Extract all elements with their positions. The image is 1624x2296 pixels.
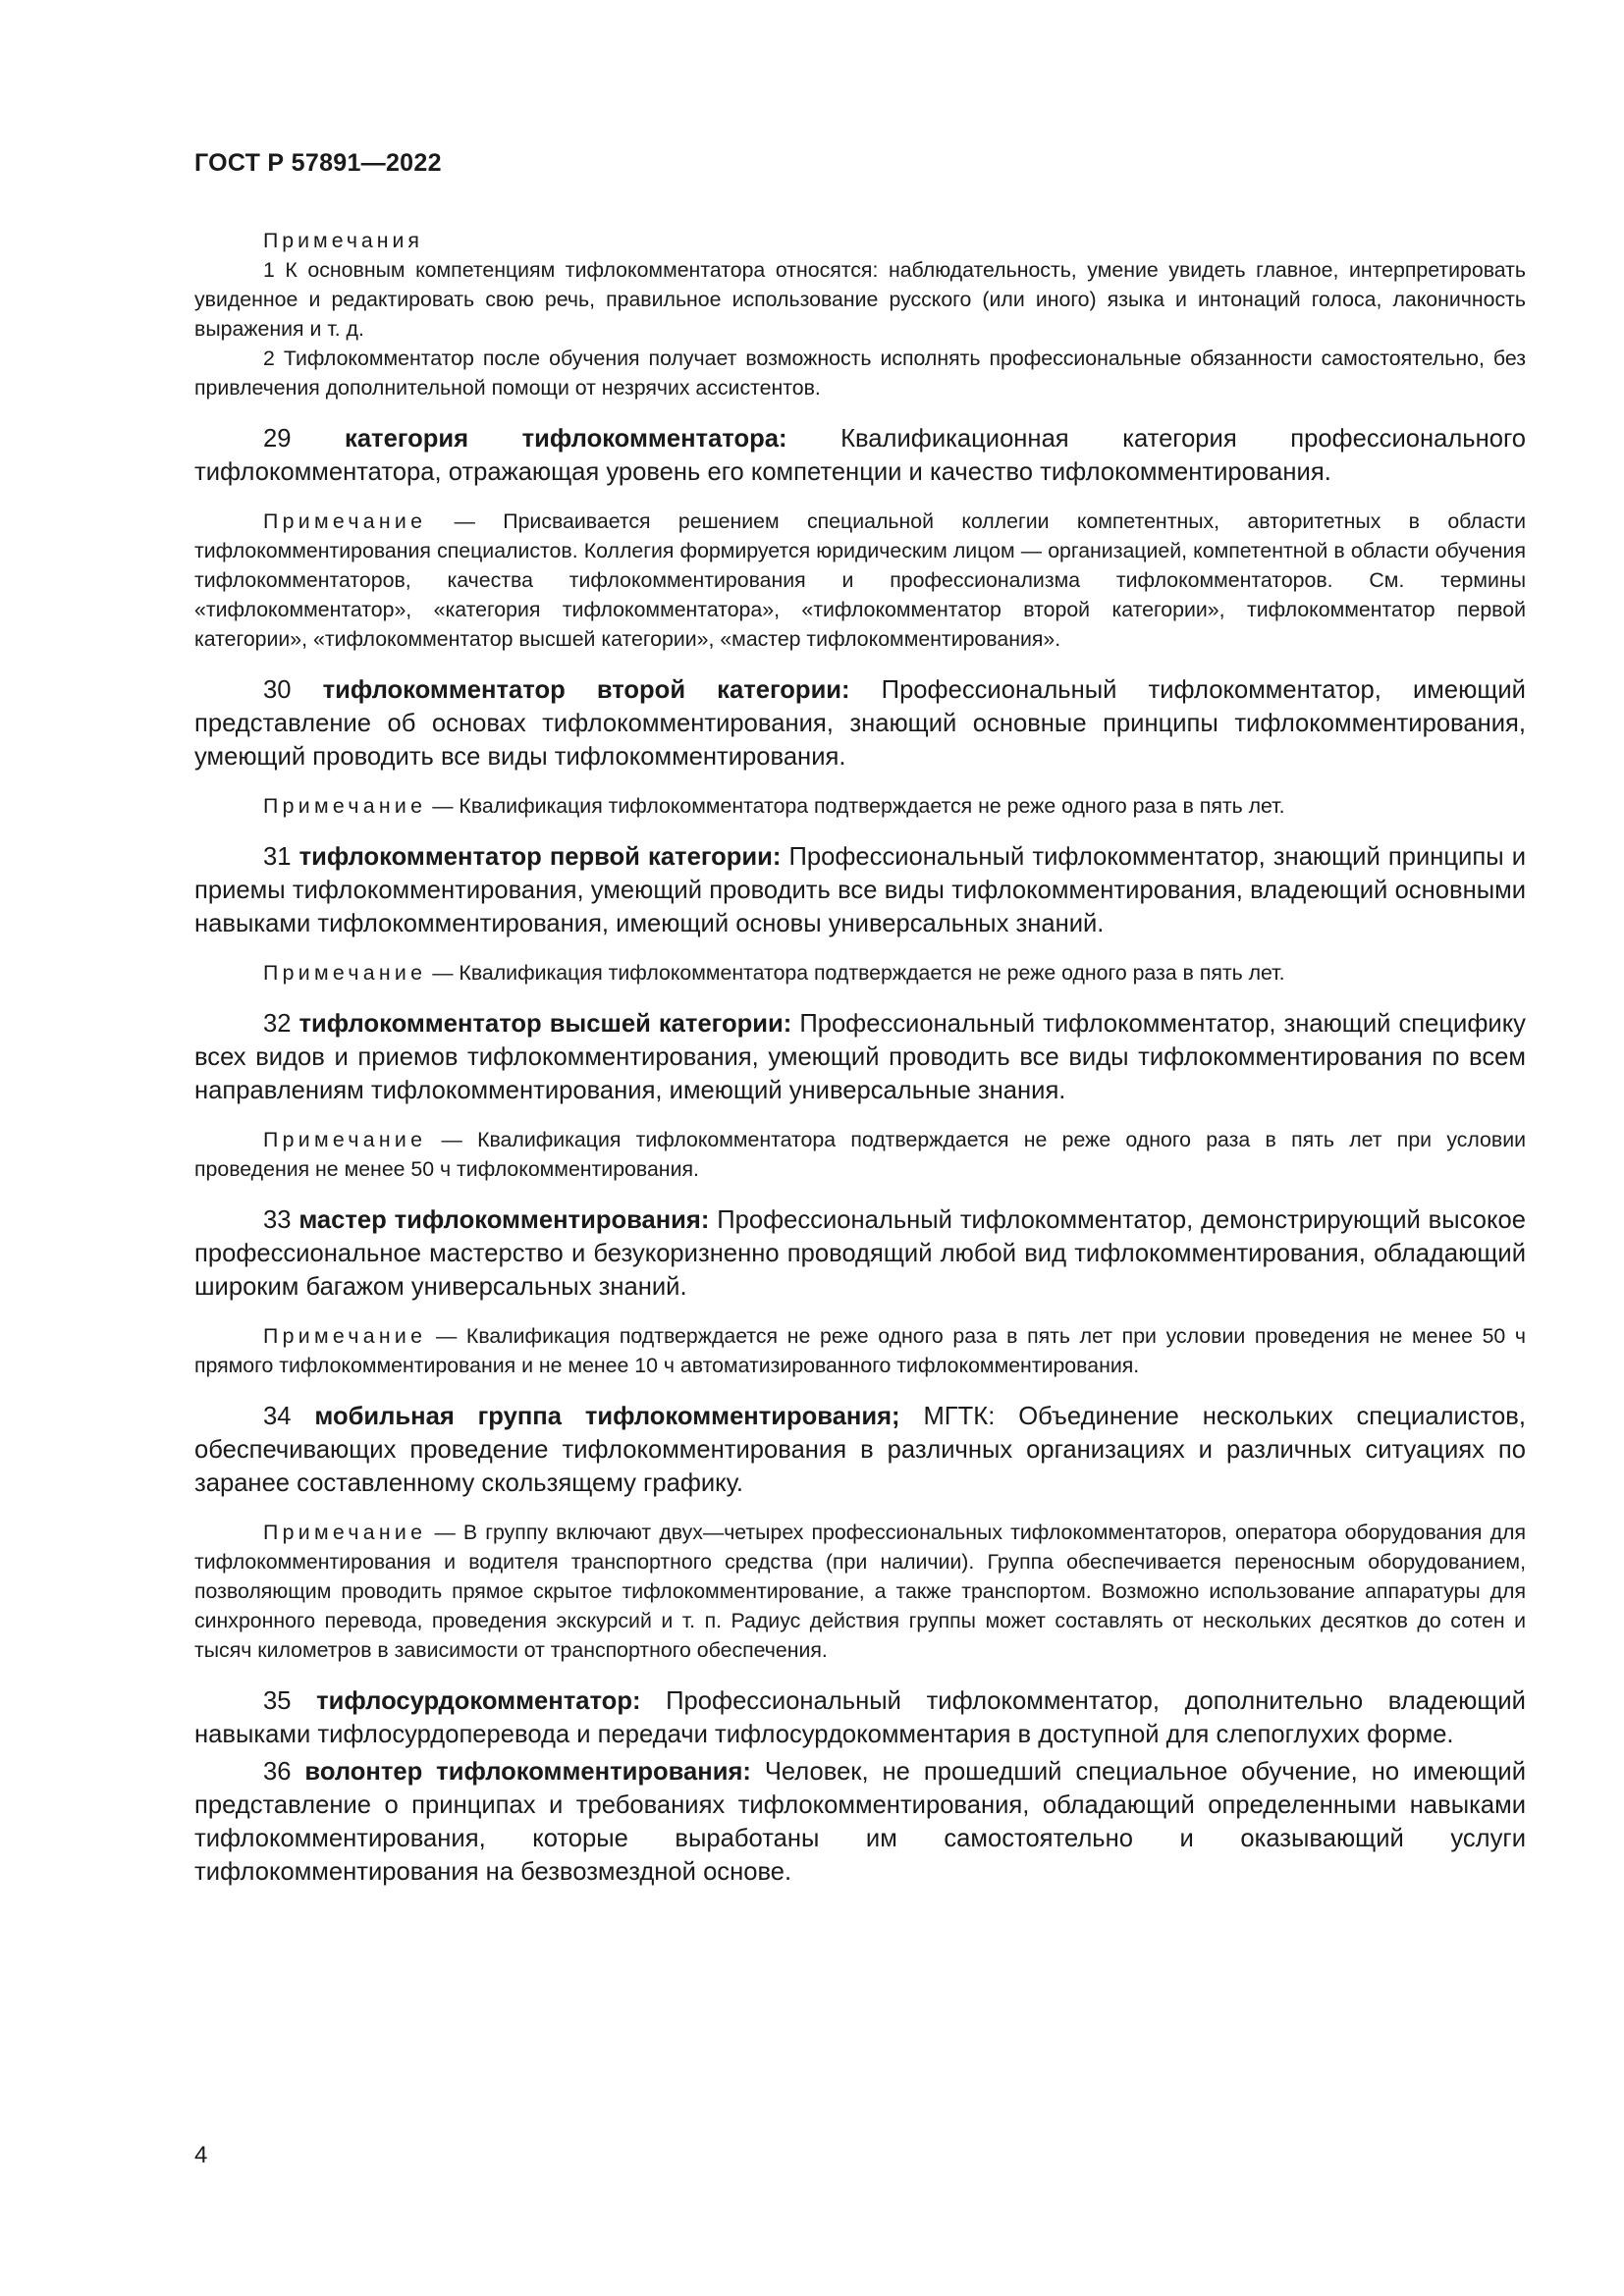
term-entry-35 bbox=[194, 1684, 1526, 1751]
term-definition: Профессиональный тифлокомментатор, знающий принципы и приемы тифлокомментирования, умеющий проводить все виды тифлокомментирования, владеющий основными навыками тифлокомментирования, имеющий основы универсальных знаний. bbox=[194, 843, 1526, 937]
note-item: 2 Тифлокомментатор после обучения получает возможность исполнять профессиональные обязанности самостоятельно, без привлечения дополнительной помощи от незрячих ассистентов. bbox=[194, 347, 1526, 400]
intro-notes bbox=[194, 226, 1526, 402]
term-title: тифлосурдокомментатор: bbox=[316, 1687, 641, 1715]
term-definition: Профессиональный тифлокомментатор, знающий специфику всех видов и приемов тифлокомментирования, умеющий проводить все виды тифлокомментирования по всем направлениям тифлокомментирования, имеющий универсальные знания. bbox=[194, 1010, 1526, 1104]
term-definition: Профессиональный тифлокомментатор, демонстрирующий высокое профессиональное мастерство и безукоризненно проводящий любой вид тифлокомментирования, обладающий широким багажом универсальных знаний. bbox=[194, 1206, 1526, 1301]
term-number: 31 bbox=[263, 843, 292, 871]
term-title: тифлокомментатор высшей категории: bbox=[298, 1010, 792, 1038]
term-number: 36 bbox=[263, 1758, 292, 1786]
term-entry-29 bbox=[194, 422, 1526, 489]
note-label: Примечание bbox=[263, 509, 427, 533]
document-header: ГОСТ Р 57891—2022 bbox=[194, 149, 442, 177]
note-text: — Квалификация тифлокомментатора подтверждается не реже одного раза в пять лет при условии проведения не менее 50 ч тифлокомментирования. bbox=[194, 1128, 1526, 1181]
term-note-31 bbox=[194, 958, 1526, 988]
term-number: 35 bbox=[263, 1687, 292, 1715]
term-entry-36 bbox=[194, 1755, 1526, 1889]
term-definition: Профессиональный тифлокомментатор, дополнительно владеющий навыками тифлосурдоперевода и передачи тифлосурдокомментария в доступной для слепоглухих форме. bbox=[194, 1687, 1526, 1748]
note-label: Примечание bbox=[263, 1128, 427, 1151]
term-entry-34 bbox=[194, 1400, 1526, 1500]
note-item: 1 К основным компетенциям тифлокомментатора относятся: наблюдательность, умение увидеть главное, интерпретировать увиденное и редактировать свою речь, правильное использование русского (или иного) языка и интонаций голоса, лаконичность выражения и т. д. bbox=[194, 258, 1526, 341]
note-text: — Квалификация тифлокомментатора подтверждается не реже одного раза в пять лет. bbox=[432, 961, 1285, 985]
term-definition: МГТК: Объединение нескольких специалистов, обеспечивающих проведение тифлокомментирования в различных организациях и различных ситуациях по заранее составленному скользящему графику. bbox=[194, 1403, 1526, 1497]
term-title: тифлокомментатор первой категории: bbox=[298, 843, 782, 871]
term-note-34 bbox=[194, 1518, 1526, 1665]
note-text: — Квалификация тифлокомментатора подтверждается не реже одного раза в пять лет. bbox=[432, 794, 1285, 818]
term-number: 30 bbox=[263, 676, 292, 704]
term-number: 29 bbox=[263, 425, 292, 453]
note-label: Примечание bbox=[263, 1521, 427, 1544]
term-number: 32 bbox=[263, 1010, 292, 1038]
term-definition: Квалификационная категория профессионального тифлокомментатора, отражающая уровень его компетенции и качество тифлокомментирования. bbox=[194, 425, 1526, 486]
term-entry-31 bbox=[194, 840, 1526, 940]
term-definition: Человек, не прошедший специальное обучение, но имеющий представление о принципах и требованиях тифлокомментирования, обладающий определенными навыками тифлокомментирования, которые выработаны им самостоятельно и оказывающий услуги тифлокомментирования на безвозмездной основе. bbox=[194, 1758, 1526, 1886]
term-number: 34 bbox=[263, 1403, 292, 1430]
term-note-32 bbox=[194, 1125, 1526, 1184]
notes-heading: Примечания bbox=[263, 229, 423, 252]
term-entry-32 bbox=[194, 1007, 1526, 1107]
note-label: Примечание bbox=[263, 1324, 427, 1348]
note-text: — Присваивается решением специальной коллегии компетентных, авторитетных в области тифлокомментирования специалистов. Коллегия формируется юридическим лицом — организацией, компетентной в области обучения тифлокомментаторов, качества тифлокомментирования и профессионализма тифлокомментаторов. См. термины «тифлокомментатор», «категория тифлокомментатора», «тифлокомментатор второй категории», тифлокомментатор первой категории», «тифлокомментатор высшей категории», «мастер тифлокомментирования». bbox=[194, 509, 1526, 651]
term-note-33 bbox=[194, 1321, 1526, 1380]
term-title: волонтер тифлокомментирования: bbox=[304, 1758, 751, 1786]
term-title: тифлокомментатор второй категории: bbox=[322, 676, 850, 704]
page-number: 4 bbox=[194, 2142, 208, 2168]
term-note-29 bbox=[194, 507, 1526, 654]
term-definition: Профессиональный тифлокомментатор, имеющий представление об основах тифлокомментирования, знающий основные принципы тифлокомментирования, умеющий проводить все виды тифлокомментирования. bbox=[194, 676, 1526, 771]
note-label: Примечание bbox=[263, 794, 427, 818]
note-text: — Квалификация подтверждается не реже одного раза в пять лет при условии проведения не менее 50 ч прямого тифлокомментирования и не менее 10 ч автоматизированного тифлокомментирования. bbox=[194, 1324, 1527, 1377]
note-text: — В группу включают двух—четырех профессиональных тифлокомментаторов, оператора оборудования для тифлокомментирования и водителя транспортного средства (при наличии). Группа обеспечивается переносным оборудованием, позволяющим проводить прямое скрытое тифлокомментирование, а также транспортом. Возможно использование аппаратуры для синхронного перевода, проведения экскурсий и т. п. Радиус действия группы может составлять от нескольких десятков до сотен и тысяч километров в зависимости от транспортного обеспечения. bbox=[194, 1521, 1526, 1662]
note-label: Примечание bbox=[263, 961, 427, 985]
term-title: категория тифлокомментатора: bbox=[345, 425, 787, 453]
document-body bbox=[194, 226, 1526, 1906]
term-title: мобильная группа тифлокомментирования; bbox=[314, 1403, 900, 1430]
term-note-30 bbox=[194, 791, 1526, 821]
term-title: мастер тифлокомментирования: bbox=[298, 1206, 710, 1234]
term-entry-30 bbox=[194, 673, 1526, 774]
term-entry-33 bbox=[194, 1203, 1526, 1304]
term-number: 33 bbox=[263, 1206, 292, 1234]
